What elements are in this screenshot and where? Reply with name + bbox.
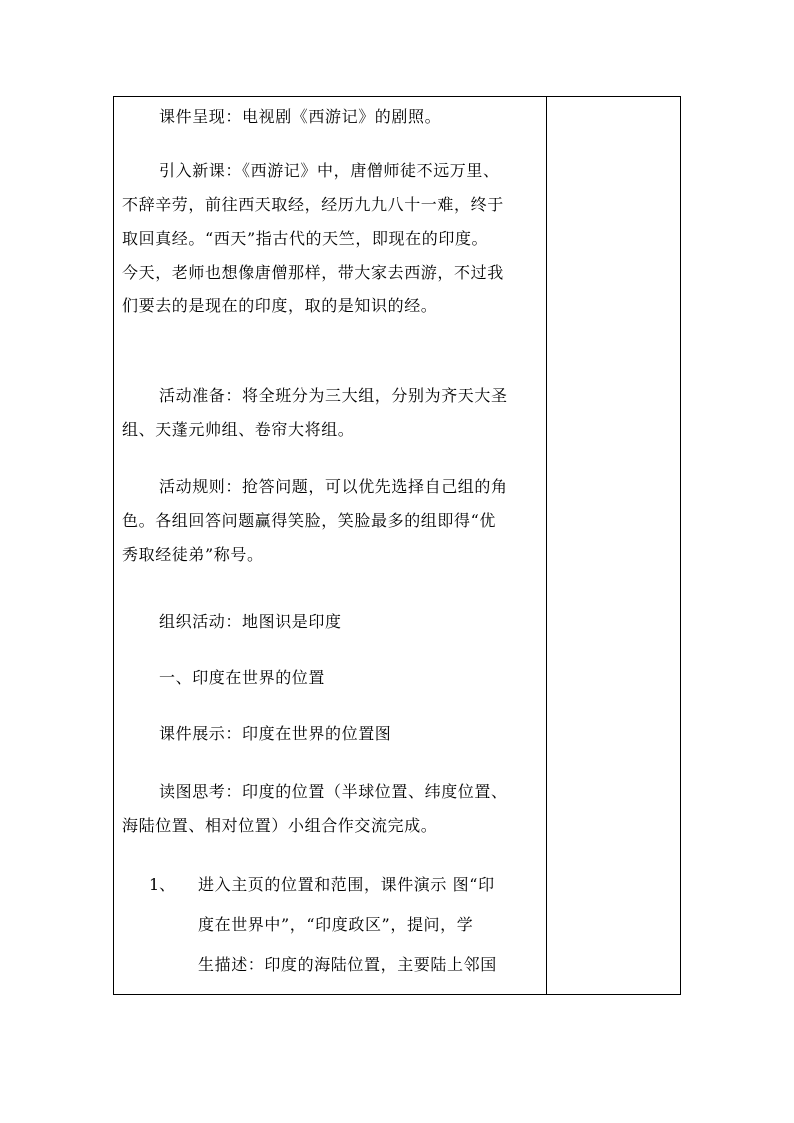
list-item-number: 1、 bbox=[149, 875, 176, 894]
text-line: 活动准备：将全班分为三大组，分别为齐天大圣 bbox=[159, 386, 508, 405]
text-line: 色。各组回答问题赢得笑脸，笑脸最多的组即得“优 bbox=[122, 511, 496, 530]
text-line: 引入新课：《西游记》中，唐僧师徒不远万里、 bbox=[159, 161, 500, 180]
table-column-divider bbox=[546, 96, 547, 995]
text-line: 海陆位置、相对位置）小组合作交流完成。 bbox=[122, 816, 438, 835]
list-item-line: 度在世界中”，“印度政区”，提问，学 bbox=[198, 915, 474, 934]
text-line: 活动规则：抢答问题，可以优先选择自己组的角 bbox=[159, 477, 508, 496]
list-item-line: 进入主页的位置和范围，课件演示 图“印 bbox=[198, 875, 495, 894]
text-line: 读图思考：印度的位置（半球位置、纬度位置、 bbox=[159, 782, 508, 801]
text-line: 取回真经。“西天”指古代的天竺，即现在的印度。 bbox=[122, 229, 489, 248]
text-line: 课件展示：印度在世界的位置图 bbox=[159, 724, 392, 743]
text-line: 一、印度在世界的位置 bbox=[159, 668, 326, 687]
text-line: 组、天蓬元帅组、卷帘大将组。 bbox=[122, 420, 355, 439]
text-line: 课件呈现：电视剧《西游记》的剧照。 bbox=[159, 107, 442, 126]
list-item-line: 生描述：印度的海陆位置，主要陆上邻国 bbox=[198, 955, 497, 974]
text-line: 今天，老师也想像唐僧那样，带大家去西游，不过我 bbox=[122, 263, 504, 282]
text-line: 秀取经徒弟”称号。 bbox=[122, 545, 264, 564]
text-line: 组织活动：地图识是印度 bbox=[159, 612, 342, 631]
text-line: 们要去的是现在的印度，取的是知识的经。 bbox=[122, 296, 438, 315]
text-line: 不辞辛劳，前往西天取经，经历九九八十一难，终于 bbox=[122, 195, 504, 214]
